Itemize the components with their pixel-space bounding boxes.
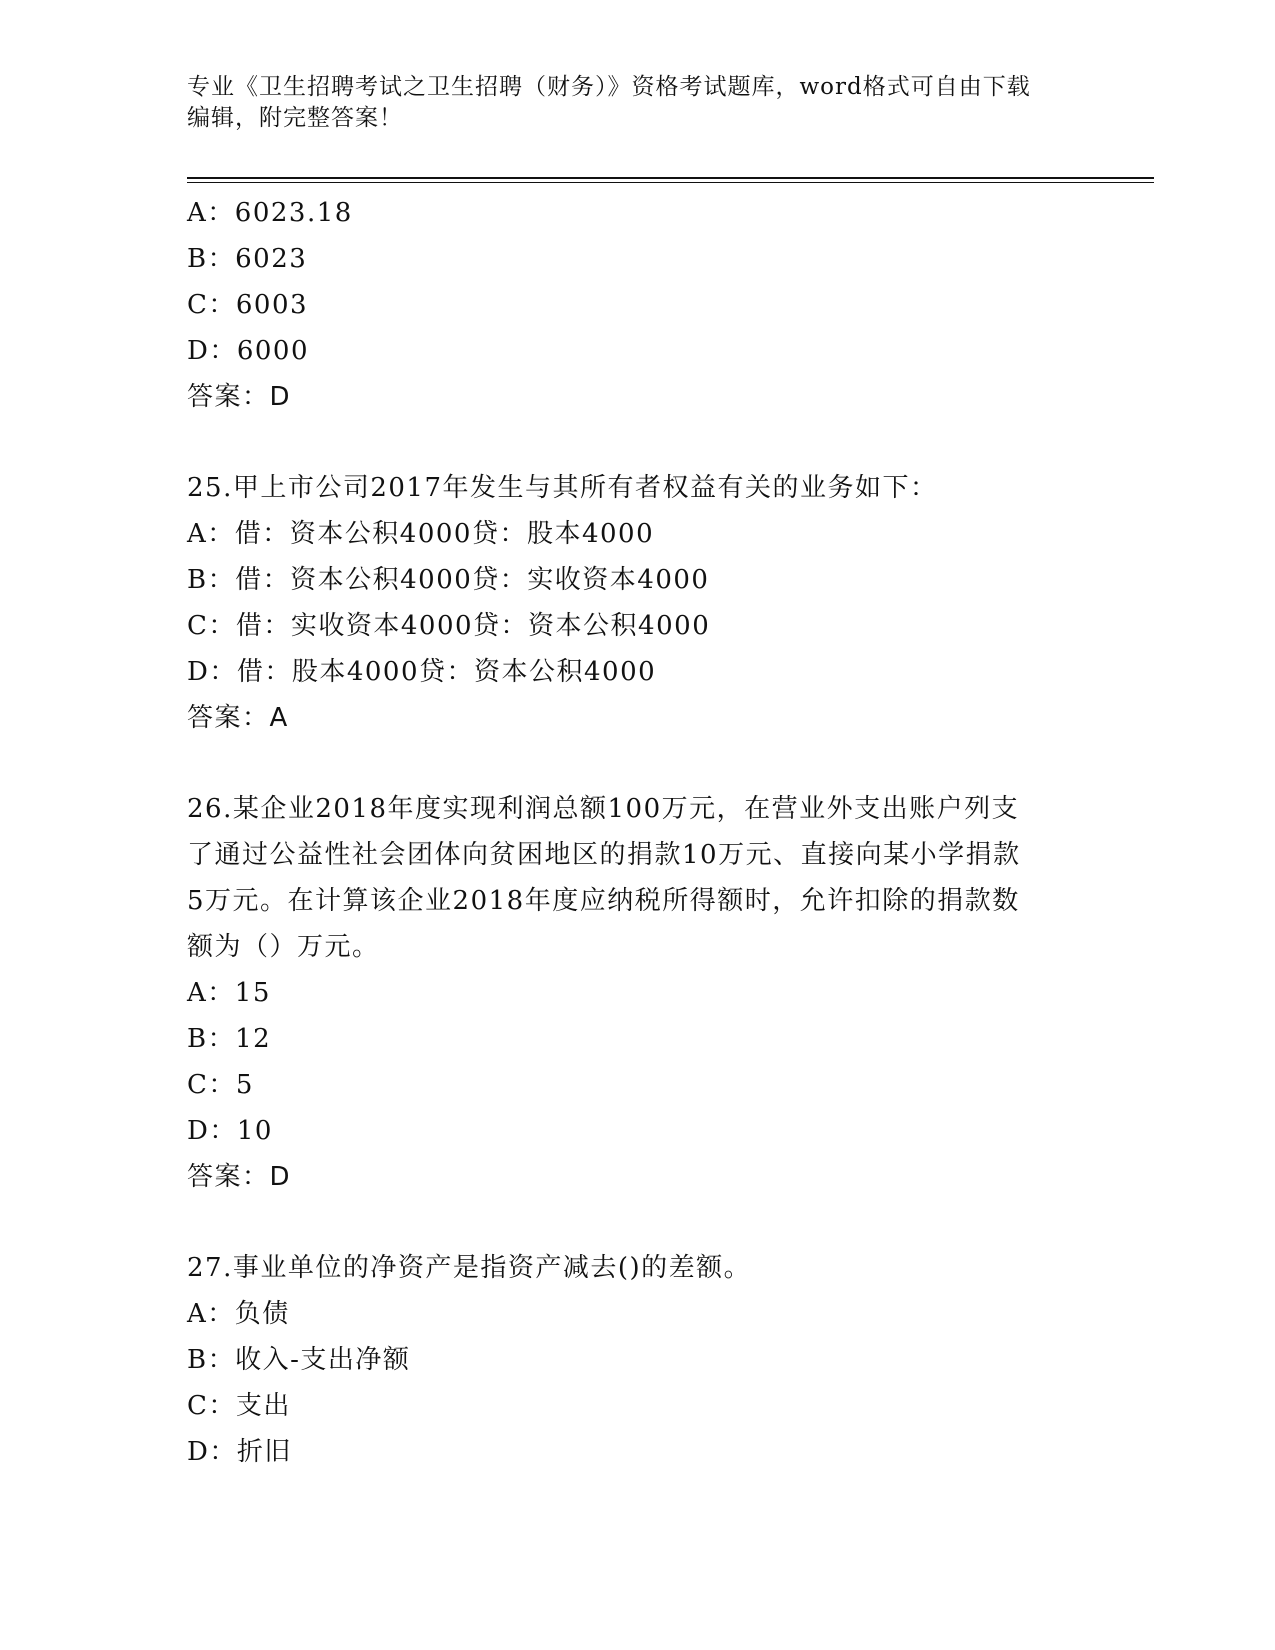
option-b: B：收入-支出净额 — [187, 1345, 411, 1375]
option-c: C：支出 — [187, 1391, 291, 1421]
option-b: B：6023 — [187, 244, 308, 274]
answer-line: 答案：D — [187, 1162, 292, 1192]
document-header — [187, 72, 1067, 134]
answer-line: 答案：A — [187, 703, 289, 733]
header-divider-thick — [187, 177, 1154, 179]
option-c: C：借：实收资本4000贷：资本公积4000 — [187, 611, 711, 641]
option-c: C：5 — [187, 1070, 254, 1100]
header-line-1: 专业《卫生招聘考试之卫生招聘（财务）》资格考试题库，word格式可自由下载 — [187, 74, 1031, 100]
question-26 — [187, 786, 1087, 1200]
question-text-line-4: 额为（）万元。 — [187, 932, 380, 962]
option-b: B：12 — [187, 1024, 272, 1054]
option-d: D：借：股本4000贷：资本公积4000 — [187, 657, 657, 687]
option-a: A：6023.18 — [187, 198, 353, 228]
option-a: A：负债 — [187, 1299, 290, 1329]
option-a: A：借：资本公积4000贷：股本4000 — [187, 519, 655, 549]
header-divider-thin — [187, 182, 1154, 183]
spacer — [187, 420, 1087, 465]
question-text: 27.事业单位的净资产是指资产减去()的差额。 — [187, 1253, 752, 1283]
question-25 — [187, 465, 1087, 741]
option-d: D：折旧 — [187, 1437, 292, 1467]
spacer — [187, 741, 1087, 786]
spacer — [187, 1200, 1087, 1245]
answer-line: 答案：D — [187, 382, 292, 412]
option-b: B：借：资本公积4000贷：实收资本4000 — [187, 565, 710, 595]
question-text-line-2: 了通过公益性社会团体向贫困地区的捐款10万元、直接向某小学捐款 — [187, 840, 1021, 870]
question-text-line-1: 26.某企业2018年度实现利润总额100万元，在营业外支出账户列支 — [187, 794, 1020, 824]
question-24 — [187, 190, 1087, 420]
option-d: D：6000 — [187, 336, 310, 366]
question-text: 25.甲上市公司2017年发生与其所有者权益有关的业务如下： — [187, 473, 938, 503]
question-list — [187, 190, 1087, 1475]
header-line-2: 编辑，附完整答案！ — [187, 105, 403, 131]
option-a: A：15 — [187, 978, 271, 1008]
option-d: D：10 — [187, 1116, 273, 1146]
question-27 — [187, 1245, 1087, 1475]
option-c: C：6003 — [187, 290, 309, 320]
question-text-line-3: 5万元。在计算该企业2018年度应纳税所得额时，允许扣除的捐款数 — [187, 886, 1020, 916]
